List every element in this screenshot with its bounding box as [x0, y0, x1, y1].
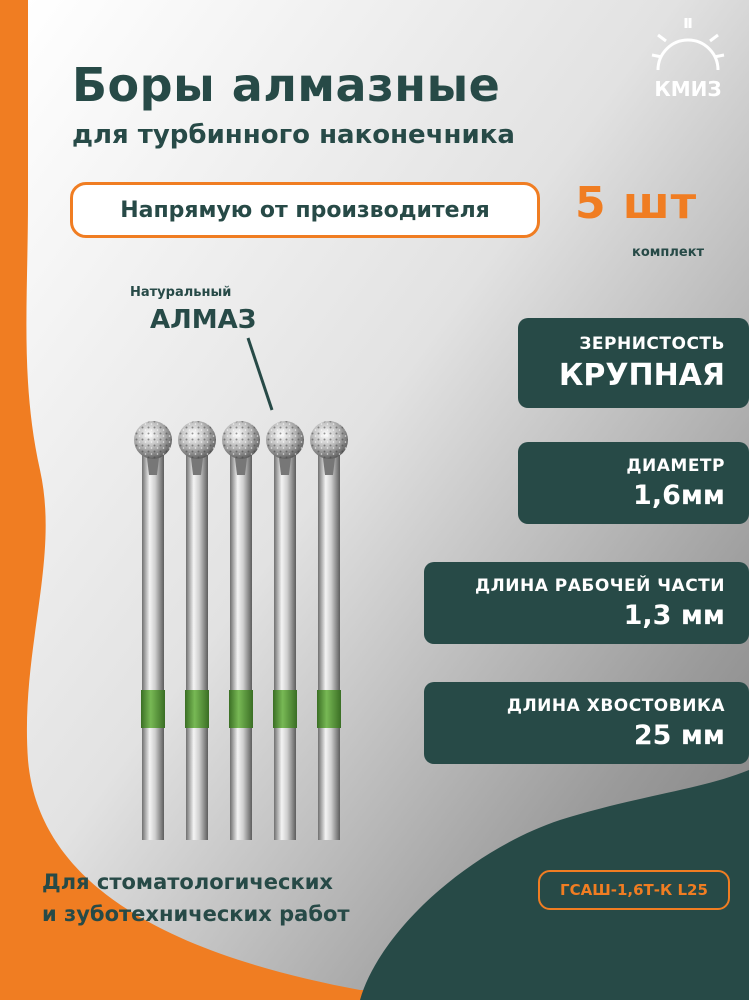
usage-note-line-2: и зуботехнических работ	[42, 902, 350, 926]
gear-icon	[648, 10, 728, 110]
usage-note	[42, 866, 350, 930]
spec-value: КРУПНАЯ	[558, 358, 725, 393]
annotation-large: АЛМАЗ	[150, 305, 257, 335]
spec-value: 1,6мм	[633, 480, 725, 511]
spec-card-grit	[518, 318, 749, 408]
manufacturer-badge	[70, 182, 540, 238]
product-code-badge	[538, 870, 730, 910]
spec-value: 25 мм	[633, 720, 725, 751]
quantity-value: 5 шт	[575, 178, 698, 229]
spec-label: ДЛИНА ХВОСТОВИКА	[506, 696, 725, 716]
spec-card-diameter	[518, 442, 749, 524]
brand-logo	[648, 10, 728, 110]
spec-card-shank-length	[424, 682, 749, 764]
spec-label: ДЛИНА РАБОЧЕЙ ЧАСТИ	[474, 576, 725, 596]
logo-text: КМИЗ	[654, 77, 722, 101]
page-subtitle: для турбинного наконечника	[72, 120, 515, 150]
usage-note-line-1: Для стоматологических	[42, 870, 333, 894]
page-title: Боры алмазные	[72, 58, 501, 112]
spec-card-working-length	[424, 562, 749, 644]
spec-value: 1,3 мм	[623, 600, 725, 631]
spec-label: ЗЕРНИСТОСТЬ	[579, 334, 725, 354]
quantity-unit: комплект	[632, 245, 705, 260]
spec-label: ДИАМЕТР	[626, 456, 725, 476]
product-code: ГСАШ-1,6Т-К L25	[560, 881, 708, 899]
manufacturer-badge-text: Напрямую от производителя	[120, 197, 490, 223]
annotation-small: Натуральный	[130, 285, 232, 300]
